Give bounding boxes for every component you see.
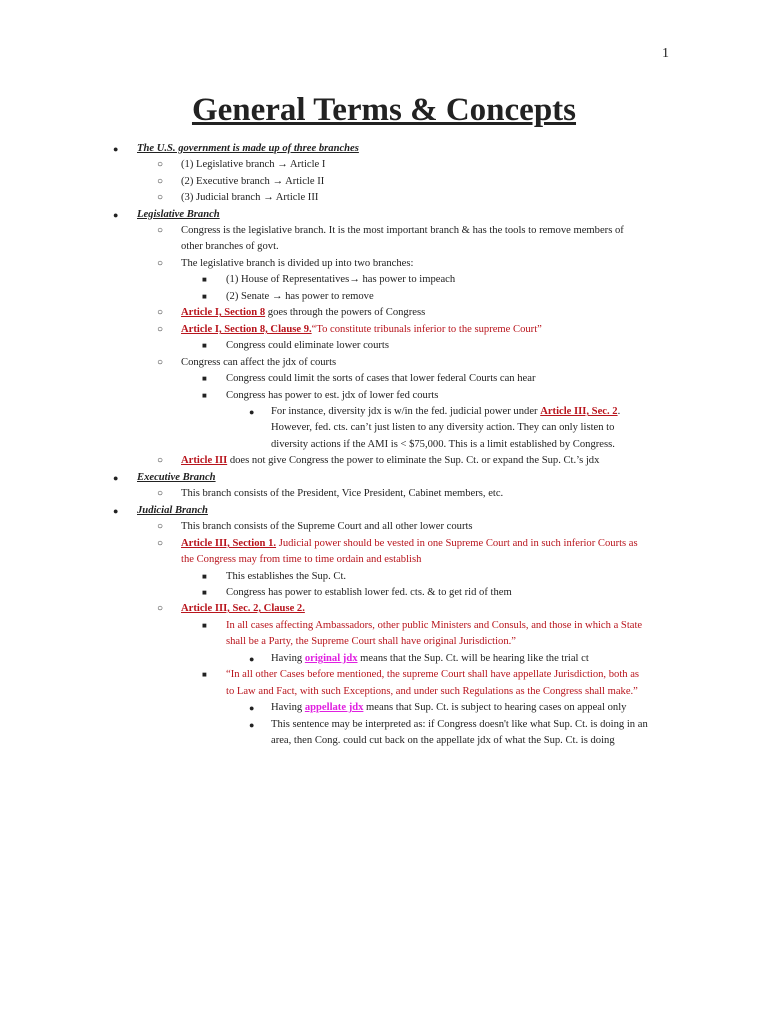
list-item: [271, 700, 626, 716]
bullet-level2-icon: ○: [157, 225, 164, 236]
list-item: (1) House of Representatives→ has power to impeach: [226, 274, 456, 285]
bullet-level2-icon: ○: [157, 538, 164, 549]
bullet-level2-icon: ○: [157, 324, 164, 335]
bullet-level3-icon: ■: [202, 292, 207, 301]
list-item: Congress has power to est. jdx of lower fed courts: [226, 390, 439, 401]
list-item-continuation: other branches of govt.: [181, 241, 279, 252]
list-item-continuation: to Law and Fact, with such Exceptions, and under such Regulations as the Congress shall make.”: [226, 686, 638, 697]
term-highlight: appellate jdx: [304, 702, 364, 713]
bullet-level4-icon: ●: [249, 720, 255, 730]
list-item: (1) Legislative branch → Article I: [181, 159, 326, 170]
list-item-continuation: the Congress may from time to time ordain and establish: [181, 554, 422, 565]
bullet-level2-icon: ○: [157, 192, 164, 203]
list-item: “In all other Cases before mentioned, the supreme Court shall have appellate Jurisdiction, both as: [226, 669, 640, 680]
list-item: This branch consists of the Supreme Court and all other lower courts: [181, 521, 473, 532]
bullet-level1-icon: ●: [113, 473, 119, 483]
list-item-text: Having: [271, 653, 305, 664]
list-item: This sentence may be interpreted as: if Congress doesn't like what Sup. Ct. is doing in an: [271, 719, 648, 730]
list-item-continuation: area, then Cong. could cut back on the appellate jdx of what the Sup. Ct. is doing: [271, 735, 615, 746]
bullet-level3-icon: ■: [202, 572, 207, 581]
bullet-level3-icon: ■: [202, 621, 207, 630]
list-item-continuation: However, fed. cts. can’t just listen to any diversity action. They can only listen to: [271, 422, 615, 433]
citation-link: Article III, Section 1.: [181, 538, 277, 549]
list-item: Congress is the legislative branch. It is the most important branch & has the tools to remove members of: [181, 225, 624, 236]
citation-link: Article III: [181, 455, 228, 466]
bullet-level2-icon: ○: [157, 603, 164, 614]
bullet-level4-icon: ●: [249, 703, 255, 713]
list-item: Congress could limit the sorts of cases that lower federal Courts can hear: [226, 373, 536, 384]
list-item: Congress has power to establish lower fed. cts. & to get rid of them: [226, 587, 512, 598]
list-item-text: means that the Sup. Ct. will be hearing like the trial ct: [357, 653, 589, 664]
list-item: The legislative branch is divided up into two branches:: [181, 258, 414, 269]
bullet-level2-icon: ○: [157, 455, 164, 466]
page-number: 1: [662, 46, 669, 61]
list-item-continuation: diversity actions if the AMI is < $75,000. This is a limit established by Congress.: [271, 439, 615, 450]
list-item: [271, 404, 620, 420]
bullet-level1-icon: ●: [113, 144, 119, 154]
bullet-level3-icon: ■: [202, 391, 207, 400]
term-highlight: original jdx: [304, 653, 358, 664]
list-item: This branch consists of the President, Vice President, Cabinet members, etc.: [181, 488, 504, 499]
list-item-continuation: shall be a Party, the Supreme Court shall have original Jurisdiction.”: [226, 636, 516, 647]
bullet-level2-icon: ○: [157, 521, 164, 532]
bullet-level2-icon: ○: [157, 176, 164, 187]
list-item-text: Having: [271, 702, 305, 713]
bullet-level1-icon: ●: [113, 210, 119, 220]
list-item: [271, 651, 589, 667]
citation-link: Article III, Sec. 2: [540, 406, 618, 417]
bullet-level1-icon: ●: [113, 506, 119, 516]
citation-link: Article III, Sec. 2, Clause 2.: [181, 603, 305, 614]
bullet-level3-icon: ■: [202, 588, 207, 597]
bullet-level3-icon: ■: [202, 670, 207, 679]
list-item-text: .: [617, 406, 621, 417]
list-item: [181, 453, 599, 469]
bullet-level2-icon: ○: [157, 488, 164, 499]
list-item-text: means that Sup. Ct. is subject to hearing cases on appeal only: [363, 702, 627, 713]
list-item-text: does not give Congress the power to eliminate the Sup. Ct. or expand the Sup. Ct.’s jdx: [227, 455, 600, 466]
legislative-header: Legislative Branch: [137, 209, 220, 220]
page-title: General Terms & Concepts: [191, 92, 577, 128]
bullet-level4-icon: ●: [249, 407, 255, 417]
executive-header: Executive Branch: [137, 472, 216, 483]
quote-text: “To constitute tribunals inferior to the supreme Court”: [311, 324, 542, 335]
list-item: Congress could eliminate lower courts: [226, 340, 389, 351]
bullet-level2-icon: ○: [157, 307, 164, 318]
bullet-level2-icon: ○: [157, 258, 164, 269]
list-item: Congress can affect the jdx of courts: [181, 357, 337, 368]
bullet-level3-icon: ■: [202, 275, 207, 284]
list-item-text: For instance, diversity jdx is w/in the fed. judicial power under: [271, 406, 541, 417]
list-item: (3) Judicial branch → Article III: [181, 192, 319, 203]
list-item: (2) Executive branch → Article II: [181, 176, 325, 187]
quote-text: Judicial power should be vested in one Supreme Court and in such inferior Courts as: [276, 538, 638, 549]
list-item: [181, 305, 425, 321]
bullet-level2-icon: ○: [157, 357, 164, 368]
list-item-text: goes through the powers of Congress: [265, 307, 426, 318]
bullet-level2-icon: ○: [157, 159, 164, 170]
list-item: This establishes the Sup. Ct.: [226, 571, 347, 582]
bullet-level4-icon: ●: [249, 654, 255, 664]
list-item: [181, 322, 542, 338]
list-item: In all cases affecting Ambassadors, other public Ministers and Consuls, and those in which a State: [226, 620, 643, 631]
list-item: (2) Senate → has power to remove: [226, 291, 374, 302]
list-item: [181, 601, 305, 617]
list-item: [181, 536, 638, 552]
bullet-level3-icon: ■: [202, 341, 207, 350]
bullet-level3-icon: ■: [202, 374, 207, 383]
citation-link: Article I, Section 8, Clause 9.: [181, 324, 312, 335]
citation-link: Article I, Section 8: [181, 307, 266, 318]
branches-header: The U.S. government is made up of three branches: [137, 143, 359, 154]
judicial-header: Judicial Branch: [137, 505, 208, 516]
